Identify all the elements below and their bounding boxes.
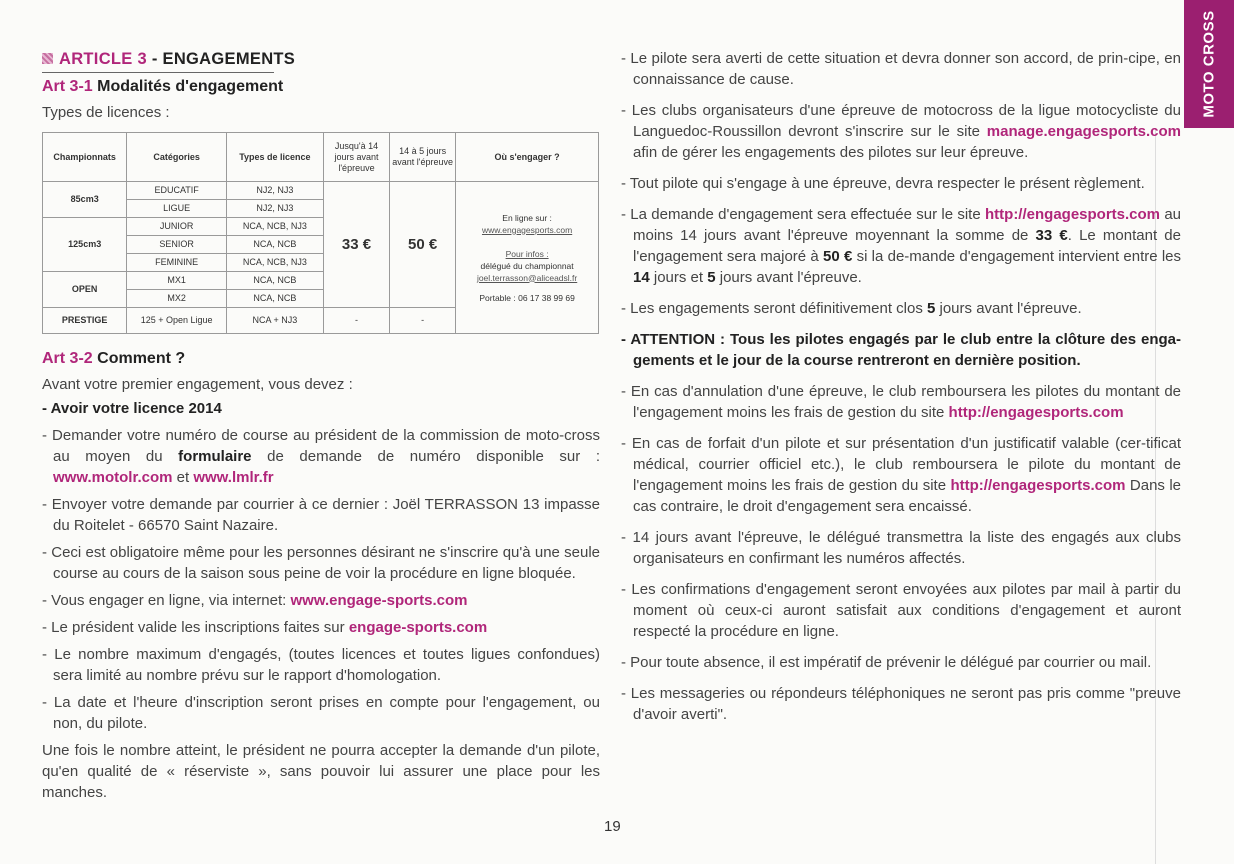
champ-cell: OPEN (43, 272, 127, 308)
motolr-link[interactable]: www.motolr.com (53, 469, 173, 486)
list-item: - Tout pilote qui s'engage à une épreuve, devra respecter le présent règlement. (621, 175, 1145, 192)
engagesports-link[interactable]: http://engagesports.com (950, 477, 1126, 494)
closing-paragraph: Une fois le nombre atteint, le président ne pourra accepter la demande d'un pilote, qu'en qualité de « réserviste », sans pouvoir lui assurer une place pour les manches. (42, 742, 600, 801)
list-item (621, 204, 1181, 288)
cat-cell: LIGUE (127, 200, 226, 218)
page-number: 19 (604, 818, 621, 835)
text: . Le montant de l'engagement sera majoré à (633, 227, 1181, 265)
text-bold: 14 (633, 269, 650, 286)
article-heading: - ENGAGEMENTS (146, 50, 296, 68)
cat-cell: JUNIOR (127, 218, 226, 236)
engagesports-link[interactable]: http://engagesports.com (985, 206, 1161, 223)
list-item: - Pour toute absence, il est impératif de prévenir le délégué par courrier ou mail. (621, 654, 1152, 671)
where-phone: Portable : 06 17 38 99 69 (479, 292, 575, 303)
left-body (42, 374, 600, 803)
text: - Les engagements seront définitivement clos (621, 300, 927, 317)
text: - Les clubs organisateurs d'une épreuve de motocross de la ligue motocycliste du Languedoc-Roussillon devront s'inscrire sur le site (621, 102, 1181, 140)
where-online-link[interactable]: www.engagesports.com (481, 224, 573, 235)
table-row (43, 182, 599, 200)
champ-cell: 125cm3 (43, 218, 127, 272)
list-item (621, 100, 1181, 163)
text-bold: 5 (927, 300, 936, 317)
lic-cell: NCA, NCB (226, 272, 323, 290)
where-info-label: Pour infos : (505, 248, 549, 259)
text: - En cas d'annulation d'une épreuve, le club remboursera les pilotes du montant de l'engagement moins les frais de gestion du site (621, 383, 1181, 421)
header-where: Où s'engager ? (456, 133, 599, 182)
text: et (172, 469, 194, 486)
text-bold: 33 € (1035, 227, 1068, 244)
licence-table (42, 132, 599, 334)
champ-cell: 85cm3 (43, 182, 127, 218)
text: - En cas de forfait d'un pilote et sur présentation d'un justificatif valable (cer-tificat médical, courrier officiel etc.), le club remboursera le pilote du montant de l'engagement moins les frais de gestion du site (621, 435, 1181, 494)
section-title: Modalités d'engagement (92, 78, 284, 95)
section-3-2-heading (42, 350, 185, 368)
list-item (621, 298, 1181, 319)
list-item: - La date et l'heure d'inscription seront prises en compte pour l'engagement, ou non, du pilote. (42, 694, 600, 732)
where-online-label: En ligne sur : (502, 212, 552, 223)
section-3-1-heading (42, 78, 283, 96)
list-item (42, 590, 600, 611)
engagesports-link[interactable]: http://engagesports.com (948, 404, 1124, 421)
cat-cell: EDUCATIF (127, 182, 226, 200)
cat-cell: 125 + Open Ligue (127, 308, 226, 334)
text: au moins 14 jours avant l'épreuve moyennant la somme de (633, 206, 1181, 244)
text: - Demander votre numéro de course au président de la commission de moto-cross au moyen du (42, 427, 600, 465)
licence-text: - Avoir votre licence 2014 (42, 400, 222, 417)
title-underline (42, 72, 274, 73)
lic-cell: NCA, NCB, NJ3 (226, 254, 323, 272)
engage-sports-link[interactable]: www.engage-sports.com (290, 592, 468, 609)
text-bold: 50 € (823, 248, 853, 265)
list-item (42, 617, 600, 638)
lic-cell: NCA, NCB (226, 290, 323, 308)
cat-cell: FEMININE (127, 254, 226, 272)
text: jours avant l'épreuve. (715, 269, 862, 286)
text-bold: 5 (707, 269, 716, 286)
list-item: - Les confirmations d'engagement seront envoyées aux pilotes par mail à partir du moment où ceux-ci auront satisfait aux conditions d'engagement et auront respecté la procédure en ligne. (621, 581, 1181, 640)
list-item: - Ceci est obligatoire même pour les personnes désirant ne s'inscrire qu'à une seule course au cours de la saison sous peine de voir la procédure en ligne bloquée. (42, 544, 600, 582)
lic-cell: NCA + NJ3 (226, 308, 323, 334)
article-number: ARTICLE 3 (59, 50, 147, 68)
attention-text: - ATTENTION : Tous les pilotes engagés par le club entre la clôture des enga-gements et le jour de la course rentreront en dernière position. (621, 331, 1181, 369)
manage-link[interactable]: manage.engagesports.com (986, 123, 1181, 140)
list-item (621, 329, 1181, 371)
where-cell (456, 182, 599, 334)
section-number: Art 3-2 (42, 350, 93, 367)
licence-item (42, 398, 600, 419)
header-categories: Catégories (127, 133, 226, 182)
list-item: - Les messageries ou répondeurs téléphoniques ne seront pas pris comme "preuve d'avoir averti". (621, 685, 1181, 723)
text: Dans le cas contraire, le droit d'engagement sera encaissé. (633, 477, 1181, 515)
text: - Le président valide les inscriptions faites sur (42, 619, 349, 636)
text: si la de-mande d'engagement intervient entre les (852, 248, 1182, 265)
header-championnats: Championnats (43, 133, 127, 182)
side-tab-label: MOTO CROSS (1200, 10, 1218, 118)
list-item: - Envoyer votre demande par courrier à ce dernier : Joël TERRASSON 13 impasse du Roitelet - 66570 Saint Nazaire. (42, 496, 600, 534)
text: - Vous engager en ligne, via internet: (42, 592, 291, 609)
lic-cell: NJ2, NJ3 (226, 200, 323, 218)
lic-cell: NCA, NCB (226, 236, 323, 254)
text: afin de gérer les engagements des pilotes sur leur épreuve. (633, 144, 1029, 161)
article-title (42, 50, 295, 69)
section-title: Comment ? (92, 350, 186, 367)
list-item (621, 433, 1181, 517)
list-item: - Le nombre maximum d'engagés, (toutes licences et toutes ligues confondues) sera limité au nombre prévu sur le rapport d'homologation. (42, 646, 600, 684)
text: - La demande d'engagement sera effectuée sur le site (621, 206, 985, 223)
champ-cell: PRESTIGE (43, 308, 127, 334)
intro-text: Avant votre premier engagement, vous devez : (42, 376, 353, 393)
text-bold: formulaire (178, 448, 252, 465)
price-5-cell: 50 € (390, 182, 456, 308)
lmlr-link[interactable]: www.lmlr.fr (193, 469, 274, 486)
dash-cell: - (323, 308, 389, 334)
text: jours avant l'épreuve. (935, 300, 1082, 317)
list-item (621, 381, 1181, 423)
dash-cell: - (390, 308, 456, 334)
header-14-days: Jusqu'à 14 jours avant l'épreuve (323, 133, 389, 182)
list-item: - 14 jours avant l'épreuve, le délégué transmettra la liste des engagés aux clubs organisateurs en confirmant les numéros affectés. (621, 529, 1181, 567)
section-number: Art 3-1 (42, 78, 93, 95)
right-body (621, 48, 1181, 725)
price-14-cell: 33 € (323, 182, 389, 308)
header-licence: Types de licence (226, 133, 323, 182)
licence-types-intro: Types de licences : (42, 104, 170, 121)
text: jours et (649, 269, 708, 286)
cat-cell: MX1 (127, 272, 226, 290)
lic-cell: NJ2, NJ3 (226, 182, 323, 200)
side-tab (1184, 0, 1234, 128)
list-item (42, 425, 600, 488)
square-bullet-icon (42, 53, 53, 64)
where-delegate: délégué du championnat (480, 260, 574, 271)
lic-cell: NCA, NCB, NJ3 (226, 218, 323, 236)
where-email-link[interactable]: joel.terrasson@aliceadsl.fr (476, 272, 578, 283)
cat-cell: MX2 (127, 290, 226, 308)
table-header-row (43, 133, 599, 182)
list-item: - Le pilote sera averti de cette situation et devra donner son accord, de prin-cipe, en connaissance de cause. (621, 50, 1181, 88)
cat-cell: SENIOR (127, 236, 226, 254)
header-5-days: 14 à 5 jours avant l'épreuve (390, 133, 456, 182)
text: de demande de numéro disponible sur : (251, 448, 600, 465)
engage-sports-link[interactable]: engage-sports.com (348, 619, 488, 636)
